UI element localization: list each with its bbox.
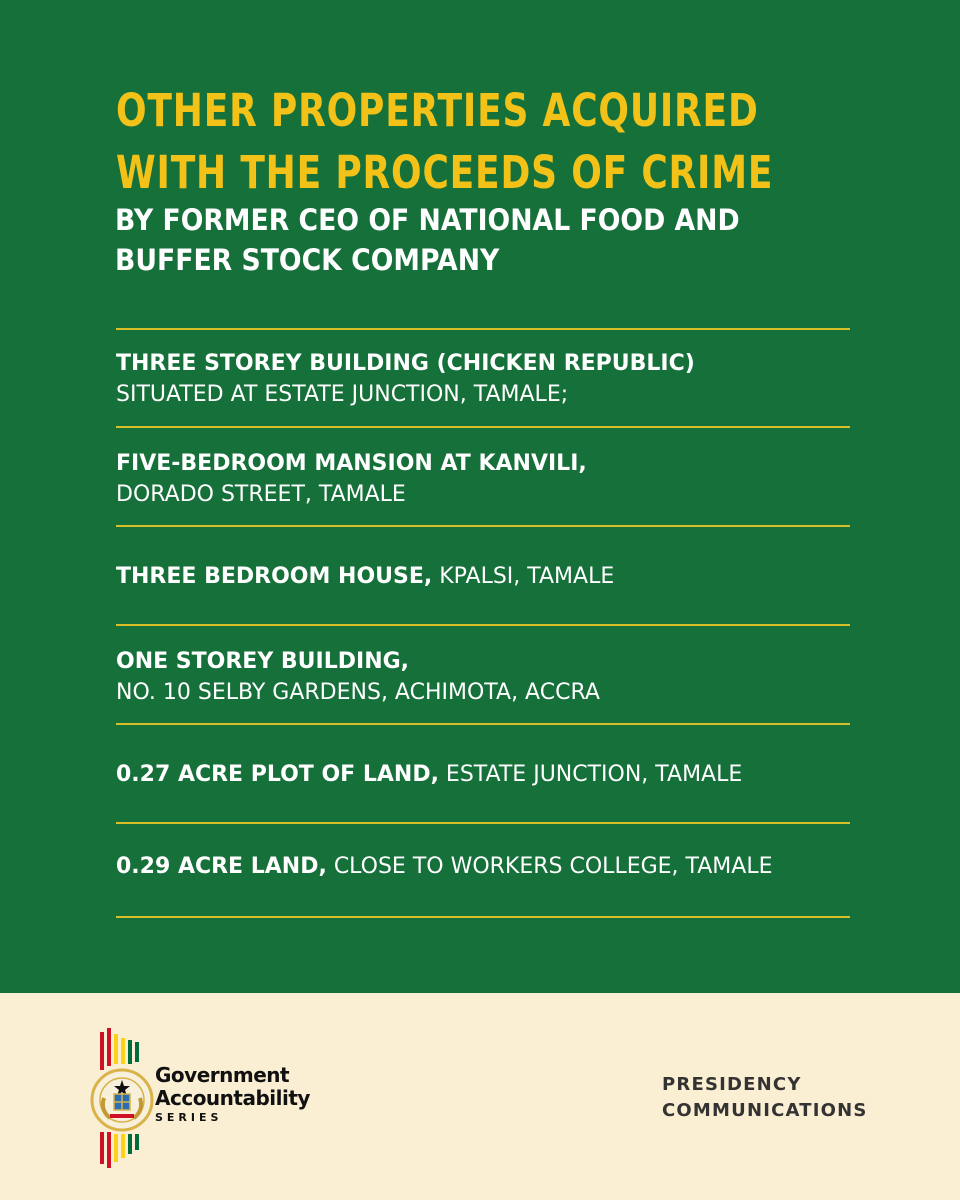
divider <box>116 328 850 330</box>
flag-stripes-bottom <box>100 1132 139 1168</box>
headline <box>116 80 774 204</box>
headline-line-1: OTHER PROPERTIES ACQUIRED <box>116 84 759 137</box>
divider <box>116 723 850 725</box>
property-item <box>116 348 876 410</box>
property-title: 0.29 ACRE LAND, <box>116 854 327 879</box>
divider <box>116 624 850 626</box>
subheadline-line-2: BUFFER STOCK COMPANY <box>115 243 500 277</box>
flag-stripes-top <box>100 1028 139 1070</box>
property-item <box>116 561 876 592</box>
property-title: THREE BEDROOM HOUSE, <box>116 564 433 589</box>
logo-line-2: Accountability <box>155 1086 310 1110</box>
logo-line-1: Government <box>155 1063 290 1087</box>
presidency-line-1: PRESIDENCY <box>662 1074 802 1095</box>
property-detail: CLOSE TO WORKERS COLLEGE, TAMALE <box>326 854 773 879</box>
headline-line-2: WITH THE PROCEEDS OF CRIME <box>116 146 774 199</box>
presidency-communications <box>662 1072 868 1124</box>
property-item <box>116 646 876 708</box>
property-item <box>116 851 876 882</box>
property-title: ONE STOREY BUILDING, <box>116 649 410 674</box>
logo-line-3: SERIES <box>155 1111 223 1124</box>
property-item <box>116 759 876 790</box>
subheadline-line-1: BY FORMER CEO OF NATIONAL FOOD AND <box>115 203 740 237</box>
subheadline <box>115 200 796 280</box>
property-detail: ESTATE JUNCTION, TAMALE <box>438 762 743 787</box>
divider <box>116 916 850 918</box>
logo-wordmark <box>155 1064 310 1126</box>
property-item <box>116 448 876 510</box>
property-title: THREE STOREY BUILDING (CHICKEN REPUBLIC) <box>116 351 695 376</box>
divider <box>116 525 850 527</box>
property-title: FIVE-BEDROOM MANSION AT KANVILI, <box>116 451 587 476</box>
property-detail: DORADO STREET, TAMALE <box>116 482 406 507</box>
coat-of-arms-icon <box>92 1070 152 1130</box>
presidency-line-2: COMMUNICATIONS <box>662 1100 868 1121</box>
property-detail: SITUATED AT ESTATE JUNCTION, TAMALE; <box>116 382 569 407</box>
property-detail: KPALSI, TAMALE <box>432 564 615 589</box>
property-detail: NO. 10 SELBY GARDENS, ACHIMOTA, ACCRA <box>116 680 600 705</box>
divider <box>116 822 850 824</box>
divider <box>116 426 850 428</box>
property-title: 0.27 ACRE PLOT OF LAND, <box>116 762 439 787</box>
